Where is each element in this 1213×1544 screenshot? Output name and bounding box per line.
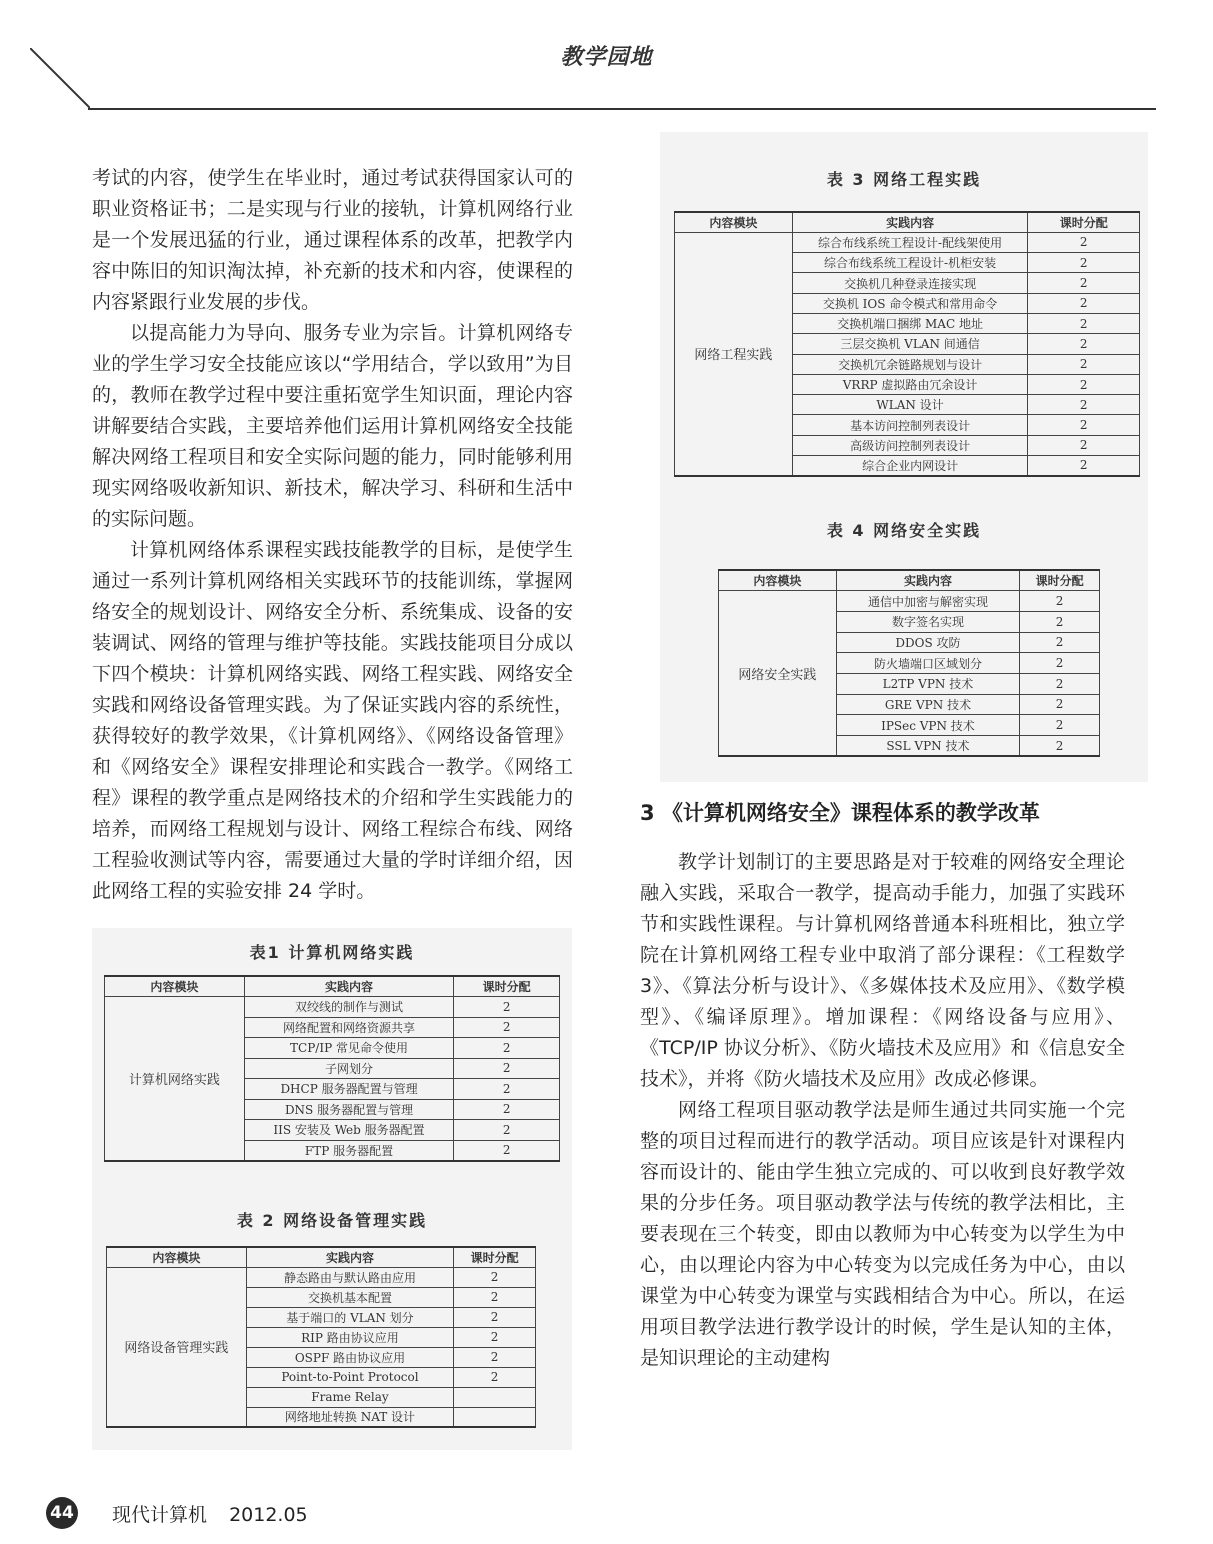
hours-cell: 2 (1020, 611, 1100, 632)
module-cell: 网络工程实践 (675, 232, 793, 476)
practice-content-cell: 数字签名实现 (836, 611, 1019, 632)
hours-cell: 2 (454, 997, 560, 1018)
hours-cell: 2 (1028, 415, 1140, 435)
practice-content-cell: 综合企业内网设计 (792, 456, 1028, 476)
module-cell: 计算机网络实践 (105, 997, 245, 1161)
practice-content-cell: 防火墙端口区域划分 (836, 653, 1019, 674)
table-caption: 表 4 网络安全实践 (826, 521, 982, 540)
column-header: 实践内容 (246, 1247, 453, 1267)
practice-content-cell: 交换机基本配置 (246, 1287, 453, 1307)
practice-content-cell: 静态路由与默认路由应用 (246, 1267, 453, 1287)
hours-cell: 2 (1028, 273, 1140, 293)
column-header: 内容模块 (105, 976, 245, 997)
module-cell: 网络安全实践 (719, 591, 837, 757)
column-header: 内容模块 (675, 212, 793, 232)
right-column-text (640, 847, 1125, 1374)
hours-cell: 2 (454, 1367, 536, 1387)
hours-cell: 2 (454, 1140, 560, 1161)
table-caption: 表 2 网络设备管理实践 (236, 1211, 428, 1230)
table-caption: 表 3 网络工程实践 (826, 170, 982, 189)
hours-cell: 2 (454, 1099, 560, 1120)
footer (112, 1500, 324, 1527)
hours-cell: 2 (1020, 632, 1100, 653)
column-header: 课时分配 (1020, 570, 1100, 591)
practice-content-cell: 交换机端口捆绑 MAC 地址 (792, 313, 1028, 333)
practice-content-cell: GRE VPN 技术 (836, 694, 1019, 715)
hours-cell: 2 (1028, 354, 1140, 374)
column-header: 课时分配 (454, 976, 560, 997)
hours-cell: 2 (1028, 395, 1140, 415)
hours-cell: 2 (454, 1307, 536, 1327)
hours-cell: 2 (1020, 653, 1100, 674)
hours-cell: 2 (1020, 715, 1100, 736)
practice-content-cell: IPSec VPN 技术 (836, 715, 1019, 736)
practice-content-cell: 双绞线的制作与测试 (244, 997, 454, 1018)
running-head: 教学园地 (560, 45, 653, 70)
practice-content-cell: TCP/IP 常见命令使用 (244, 1038, 454, 1059)
column-header: 实践内容 (792, 212, 1028, 232)
column-header: 课时分配 (1028, 212, 1140, 232)
table-computer-network-practice (104, 975, 560, 1162)
column-header: 课时分配 (454, 1247, 536, 1267)
hours-cell: 2 (1028, 313, 1140, 333)
hours-cell: 2 (1028, 293, 1140, 313)
table-network-security-practice (718, 569, 1100, 757)
hours-cell: 2 (1028, 456, 1140, 476)
table-header-row (719, 570, 1100, 591)
hours-cell: 2 (454, 1079, 560, 1100)
issue-date: 2012.05 (229, 1504, 308, 1526)
paragraph: 网络工程项目驱动教学法是师生通过共同实施一个完整的项目过程而进行的教学活动。项目应该是针对课程内容而设计的、能由学生独立完成的、可以收到良好教学效果的分步任务。项目驱动教学法与传统的教学法相比，主要表现在三个转变，即由以教师为中心转变为以学生为中心，由以理论内容为中心转变为以完成任务为中心，由以课堂为中心转变为课堂与实践相结合为中心。所以，在运用项目教学法进行教学设计的时候，学生是认知的主体，是知识理论的主动建构 (640, 1099, 1125, 1369)
practice-content-cell: DNS 服务器配置与管理 (244, 1099, 454, 1120)
paragraph: 教学计划制订的主要思路是对于较难的网络安全理论融入实践，采取合一教学，提高动手能力，加强了实践环节和实践性课程。与计算机网络普通本科班相比，独立学院在计算机网络工程专业中取消了部分课程：《工程数学 3》、《算法分析与设计》、《多媒体技术及应用》、《数学模型》、《编译原理》。增加课程：《网络设备与应用》、《TCP/IP 协议分析》、《防火墙技术及应用》和《信息安全技术》，并将《防火墙技术及应用》改成必修课。 (640, 851, 1125, 1090)
table-row (107, 1267, 536, 1287)
practice-content-cell: 通信中加密与解密实现 (836, 591, 1019, 612)
table-network-device-management-practice (106, 1246, 536, 1428)
hours-cell: 2 (454, 1017, 560, 1038)
header-rule (88, 108, 1156, 110)
hours-cell: 2 (1020, 736, 1100, 757)
practice-content-cell: VRRP 虚拟路由冗余设计 (792, 374, 1028, 394)
practice-content-cell: 综合布线系统工程设计-机柜安装 (792, 253, 1028, 273)
practice-content-cell: 网络配置和网络资源共享 (244, 1017, 454, 1038)
hours-cell: 2 (1028, 253, 1140, 273)
practice-content-cell: 网络地址转换 NAT 设计 (246, 1407, 453, 1427)
table-row (675, 232, 1140, 252)
hours-cell: 2 (454, 1038, 560, 1059)
table-row (105, 997, 560, 1018)
table-header-row (675, 212, 1140, 232)
practice-content-cell: SSL VPN 技术 (836, 736, 1019, 757)
practice-content-cell: Frame Relay (246, 1387, 453, 1407)
column-header: 实践内容 (244, 976, 454, 997)
practice-content-cell: DDOS 攻防 (836, 632, 1019, 653)
table-header-row (105, 976, 560, 997)
practice-content-cell: 交换机 IOS 命令模式和常用命令 (792, 293, 1028, 313)
hours-cell: 2 (454, 1267, 536, 1287)
practice-content-cell: 高级访问控制列表设计 (792, 435, 1028, 455)
column-header: 实践内容 (836, 570, 1019, 591)
practice-content-cell: 交换机冗余链路规划与设计 (792, 354, 1028, 374)
practice-content-cell: IIS 安装及 Web 服务器配置 (244, 1120, 454, 1141)
column-header: 内容模块 (107, 1247, 247, 1267)
journal-name: 现代计算机 (112, 1504, 208, 1526)
table-row (719, 591, 1100, 612)
practice-content-cell: DHCP 服务器配置与管理 (244, 1079, 454, 1100)
hours-cell: 2 (1028, 374, 1140, 394)
table-network-engineering-practice (674, 211, 1140, 477)
practice-content-cell: 子网划分 (244, 1058, 454, 1079)
practice-content-cell: OSPF 路由协议应用 (246, 1347, 453, 1367)
hours-cell: 2 (454, 1287, 536, 1307)
section-heading: 3 《计算机网络安全》课程体系的教学改革 (640, 801, 1040, 825)
practice-content-cell: 交换机几种登录连接实现 (792, 273, 1028, 293)
hours-cell: 2 (454, 1120, 560, 1141)
hours-cell (454, 1407, 536, 1427)
practice-content-cell: Point-to-Point Protocol (246, 1367, 453, 1387)
practice-content-cell: 三层交换机 VLAN 间通信 (792, 334, 1028, 354)
hours-cell: 2 (1020, 694, 1100, 715)
hours-cell: 2 (1028, 232, 1140, 252)
practice-content-cell: L2TP VPN 技术 (836, 673, 1019, 694)
practice-content-cell: WLAN 设计 (792, 395, 1028, 415)
practice-content-cell: 基于端口的 VLAN 划分 (246, 1307, 453, 1327)
module-cell: 网络设备管理实践 (107, 1267, 247, 1427)
page-number-badge: 44 (46, 1497, 78, 1529)
hours-cell: 2 (454, 1327, 536, 1347)
practice-content-cell: 综合布线系统工程设计-配线架使用 (792, 232, 1028, 252)
paragraph: 考试的内容，使学生在毕业时，通过考试获得国家认可的职业资格证书；二是实现与行业的接轨，计算机网络行业是一个发展迅猛的行业，通过课程体系的改革，把教学内容中陈旧的知识淘汰掉，补充新的技术和内容，使课程的内容紧跟行业发展的步伐。 (92, 167, 573, 313)
column-header: 内容模块 (719, 570, 837, 591)
practice-content-cell: RIP 路由协议应用 (246, 1327, 453, 1347)
hours-cell (454, 1387, 536, 1407)
paragraph: 计算机网络体系课程实践技能教学的目标，是使学生通过一系列计算机网络相关实践环节的技能训练，掌握网络安全的规划设计、网络安全分析、系统集成、设备的安装调试、网络的管理与维护等技能。实践技能项目分成以下四个模块：计算机网络实践、网络工程实践、网络安全实践和网络设备管理实践。为了保证实践内容的系统性，获得较好的教学效果，《计算机网络》、《网络设备管理》和《网络安全》课程安排理论和实践合一教学。《网络工程》课程的教学重点是网络技术的介绍和学生实践能力的培养，而网络工程规划与设计、网络工程综合布线、网络工程验收测试等内容，需要通过大量的学时详细介绍，因此网络工程的实验安排 24 学时。 (92, 539, 573, 902)
practice-content-cell: 基本访问控制列表设计 (792, 415, 1028, 435)
hours-cell: 2 (454, 1058, 560, 1079)
paragraph: 以提高能力为导向、服务专业为宗旨。计算机网络专业的学生学习安全技能应该以“学用结合，学以致用”为目的，教师在教学过程中要注重拓宽学生知识面，理论内容讲解要结合实践，主要培养他们运用计算机网络安全技能解决网络工程项目和安全实际问题的能力，同时能够利用现实网络吸收新知识、新技术，解决学习、科研和生活中的实际问题。 (92, 322, 573, 530)
hours-cell: 2 (1028, 435, 1140, 455)
practice-content-cell: FTP 服务器配置 (244, 1140, 454, 1161)
hours-cell: 2 (454, 1347, 536, 1367)
hours-cell: 2 (1020, 591, 1100, 612)
table-caption: 表1 计算机网络实践 (249, 943, 415, 962)
left-column-text (92, 163, 573, 907)
hours-cell: 2 (1028, 334, 1140, 354)
table-header-row (107, 1247, 536, 1267)
hours-cell: 2 (1020, 673, 1100, 694)
